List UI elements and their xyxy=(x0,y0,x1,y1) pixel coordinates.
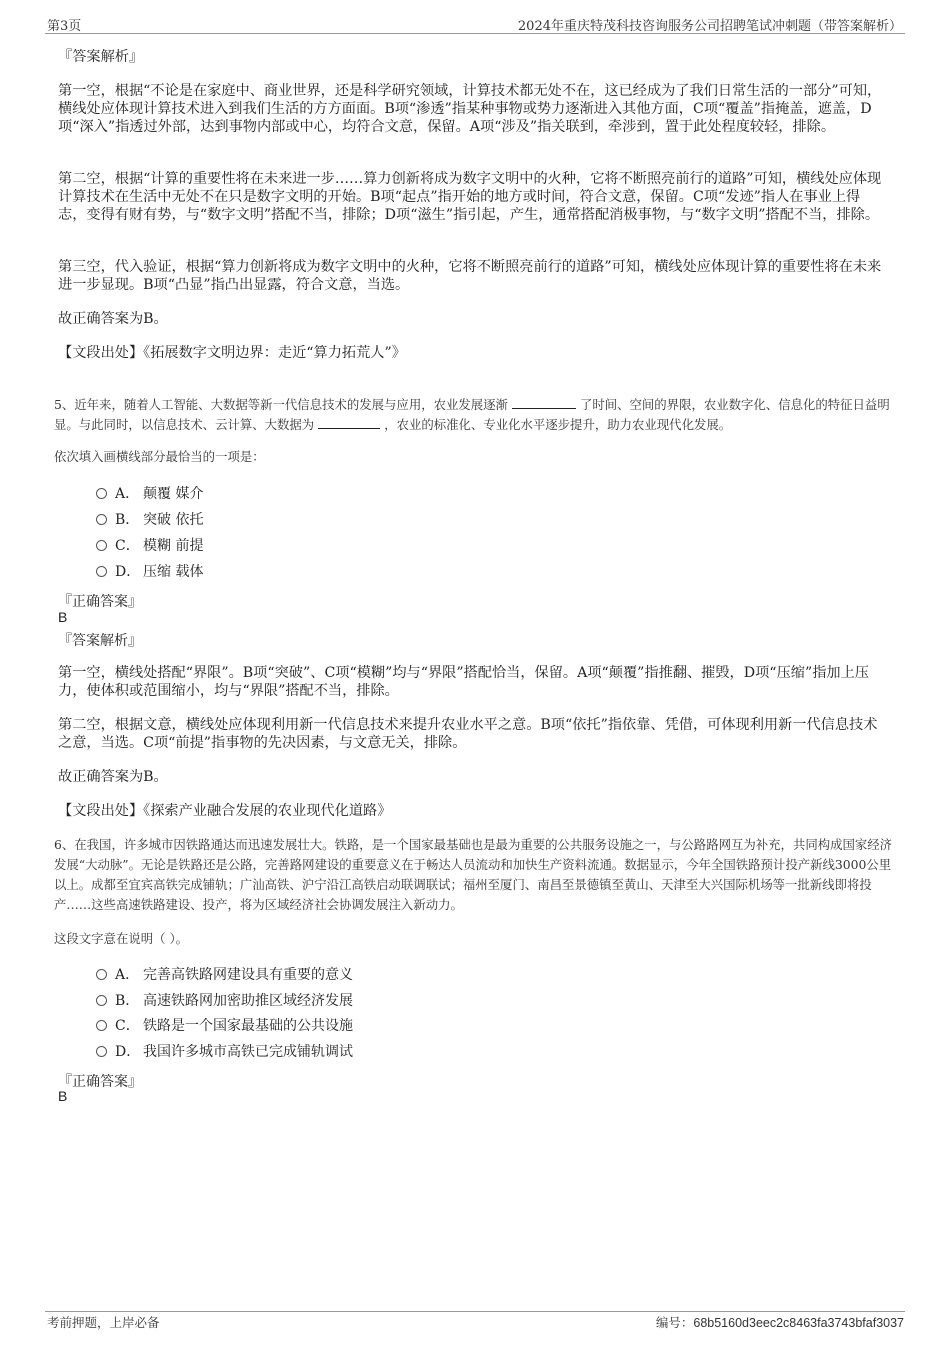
q6-option-a-letter: A． xyxy=(115,967,140,983)
q6-prompt: 这段文字意在说明（ ）。 xyxy=(54,931,189,946)
q6-option-d[interactable] xyxy=(96,1043,353,1061)
page-number: 第3页 xyxy=(47,19,82,34)
q4-explain-para-3: 第三空，代入验证，根据“算力创新将成为数字文明中的火种，它将不断照亮前行的道路”可知，横线处应体现计算的重要性将在未来进一步显现。B项“凸显”指凸出显露，符合文意，当选。 xyxy=(58,259,882,293)
radio-icon[interactable] xyxy=(96,995,107,1006)
radio-icon[interactable] xyxy=(96,540,107,551)
q5-stem-part-3: ，农业的标准化、专业化水平逐步提升，助力农业现代化发展。 xyxy=(384,417,732,432)
footer-divider xyxy=(45,1311,905,1312)
q4-explain-para-1: 第一空，根据“不论是在家庭中、商业世界，还是科学研究领域，计算技术都无处不在，这已经成为了我们日常生活的一部分”可知，横线处应体现计算技术进入到我们生活的方方面面。B项“渗透”指某种事物或势力逐渐进入其他方面，C项“覆盖”指掩盖，遮盖，D项“深入”指透过外部，达到事物内部或中心，均符合文意，保留。A项“涉及”指关联到，牵涉到，置于此处程度较轻，排除。 xyxy=(58,83,882,135)
header-divider xyxy=(45,33,905,34)
q6-option-c-letter: C． xyxy=(115,1018,140,1034)
q4-explain-para-2: 第二空，根据“计算的重要性将在未来进一步……算力创新将成为数字文明中的火种，它将不断照亮前行的道路”可知，横线处应体现计算技术在生活中无处不在只是数字文明的开始。B项“起点”指开始的地方或时间，符合文意，保留。C项“发迹”指人在事业上得志，变得有财有势，与“数字文明”搭配不当，排除；D项“滋生”指引起，产生，通常搭配消极事物，与“数字文明”搭配不当，排除。 xyxy=(58,171,882,223)
q4-explain-label: 『答案解析』 xyxy=(58,49,144,65)
q5-blank-2 xyxy=(318,416,380,429)
radio-icon[interactable] xyxy=(96,969,107,980)
footer-serial: 编号：68b5160d3eec2c8463fa3743bfaf3037 xyxy=(655,1316,904,1330)
q6-answer-label: 『正确答案』 xyxy=(58,1074,142,1090)
q5-option-a[interactable] xyxy=(96,485,203,503)
radio-icon[interactable] xyxy=(96,514,107,525)
q6-option-b[interactable] xyxy=(96,992,353,1010)
q5-explain-para-1: 第一空，横线处搭配“界限”。B项“突破”、C项“模糊”均与“界限”搭配恰当，保留。A项“颠覆”指推翻、摧毁，D项“压缩”指加上压力，使体积或范围缩小，均与“界限”搭配不当，排除。 xyxy=(58,665,869,699)
q5-answer: B xyxy=(58,609,68,625)
q4-source: 【文段出处】《拓展数字文明边界：走近“算力拓荒人”》 xyxy=(58,345,406,361)
q5-option-d-letter: D． xyxy=(115,564,141,580)
radio-icon[interactable] xyxy=(96,566,107,577)
q6-option-b-text: 高速铁路网加密助推区域经济发展 xyxy=(143,993,353,1009)
q5-option-b-letter: B． xyxy=(115,512,140,528)
q6-answer: B xyxy=(58,1088,68,1104)
q5-stem xyxy=(54,395,899,435)
q5-option-b-text: 突破 依托 xyxy=(143,512,204,528)
footer-slogan: 考前押题，上岸必备 xyxy=(47,1315,160,1330)
q6-option-d-letter: D． xyxy=(115,1044,141,1060)
q5-answer-label: 『正确答案』 xyxy=(58,594,142,610)
q5-option-c-letter: C． xyxy=(115,538,140,554)
q5-stem-part-2: 了时间、空间的界限，农业数字化、信息化的特征日益明显。与此同时，以信息技术、云计算、大数据为 xyxy=(54,397,890,432)
q5-option-b[interactable] xyxy=(96,511,203,529)
q4-conclusion: 故正确答案为B。 xyxy=(58,311,168,327)
q5-option-d[interactable] xyxy=(96,563,203,581)
q5-stem-part-1: 5、近年来，随着人工智能、大数据等新一代信息技术的发展与应用，农业发展逐渐 xyxy=(54,397,508,412)
q5-explain-para-2: 第二空，根据文意，横线处应体现利用新一代信息技术来提升农业水平之意。B项“依托”指依靠、凭借，可体现利用新一代信息技术之意，当选。C项“前提”指事物的先决因素，与文意无关，排除。 xyxy=(58,717,878,751)
q5-source: 【文段出处】《探索产业融合发展的农业现代化道路》 xyxy=(58,803,392,819)
q6-stem: 6、在我国，许多城市因铁路通达而迅速发展壮大。铁路，是一个国家最基础也是最为重要的公共服务设施之一，与公路路网互为补充，共同构成国家经济发展“大动脉”。无论是铁路还是公路，完善路网建设的重要意义在于畅达人员流动和加快生产资料流通。数据显示，今年全国铁路预计投产新线3000公里以上。成都至宜宾高铁完成铺轨；广汕高铁、沪宁沿江高铁启动联调联试；福州至厦门、南昌至景德镇至黄山、天津至大兴国际机场等一批新线即将投产……这些高速铁路建设、投产，将为区域经济社会协调发展注入新动力。 xyxy=(54,837,893,912)
radio-icon[interactable] xyxy=(96,488,107,499)
q5-option-a-text: 颠覆 媒介 xyxy=(143,486,204,502)
q5-option-a-letter: A． xyxy=(115,486,140,502)
q6-option-b-letter: B． xyxy=(115,993,140,1009)
q5-blank-1 xyxy=(512,396,576,409)
q5-conclusion: 故正确答案为B。 xyxy=(58,769,168,785)
q6-option-a-text: 完善高铁路网建设具有重要的意义 xyxy=(143,967,353,983)
q5-explain-label: 『答案解析』 xyxy=(58,633,142,649)
q6-option-a[interactable] xyxy=(96,966,353,984)
radio-icon[interactable] xyxy=(96,1046,107,1057)
q5-option-c[interactable] xyxy=(96,537,203,555)
q6-option-c[interactable] xyxy=(96,1017,353,1035)
document-title: 2024年重庆特茂科技咨询服务公司招聘笔试冲刺题（带答案解析） xyxy=(517,19,902,34)
q5-option-d-text: 压缩 载体 xyxy=(143,564,204,580)
radio-icon[interactable] xyxy=(96,1020,107,1031)
q6-option-c-text: 铁路是一个国家最基础的公共设施 xyxy=(143,1018,353,1034)
q5-prompt: 依次填入画横线部分最恰当的一项是： xyxy=(54,449,265,464)
q5-option-c-text: 模糊 前提 xyxy=(143,538,204,554)
q6-option-d-text: 我国许多城市高铁已完成铺轨调试 xyxy=(143,1044,353,1060)
